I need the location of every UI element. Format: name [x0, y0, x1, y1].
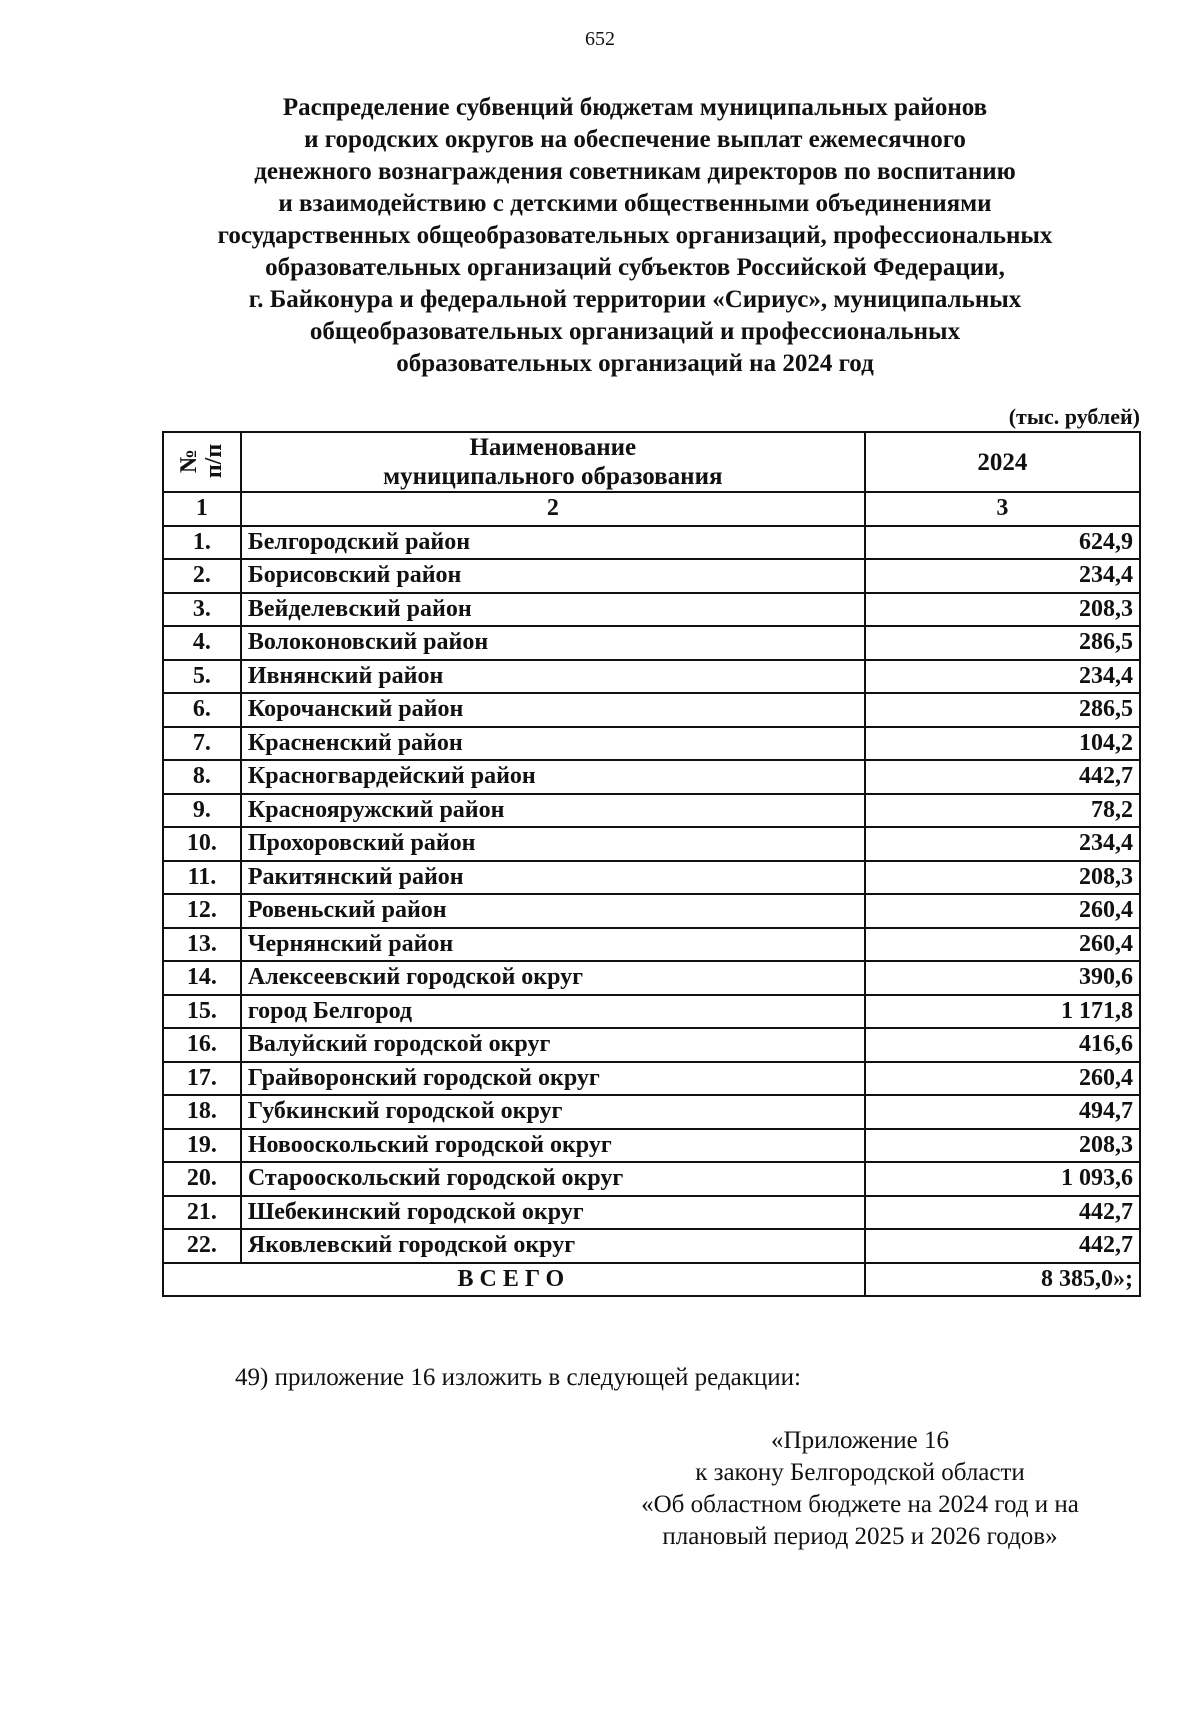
- row-amount: 234,4: [865, 827, 1140, 861]
- title-line: г. Байконура и федеральной территории «Сириус», муниципальных: [248, 286, 1022, 313]
- row-amount: 208,3: [865, 1129, 1140, 1163]
- row-municipality: Борисовский район: [241, 559, 865, 593]
- row-number: 1.: [163, 526, 241, 560]
- row-number: 4.: [163, 626, 241, 660]
- title-line: общеобразовательных организаций и профессиональных: [309, 318, 961, 345]
- row-amount: 1 093,6: [865, 1162, 1140, 1196]
- row-number: 13.: [163, 928, 241, 962]
- page-number: 652: [585, 28, 615, 50]
- table-row: [163, 961, 1140, 995]
- title-line: и взаимодействию с детскими общественными объединениями: [278, 190, 992, 217]
- appendix-line: плановый период 2025 и 2026 годов»: [662, 1523, 1058, 1550]
- table-row: [163, 1229, 1140, 1263]
- row-number: 14.: [163, 961, 241, 995]
- row-number: 22.: [163, 1229, 241, 1263]
- row-amount: 442,7: [865, 1229, 1140, 1263]
- row-amount: 104,2: [865, 727, 1140, 761]
- row-municipality: Яковлевский городской округ: [241, 1229, 865, 1263]
- row-municipality: Алексеевский городской округ: [241, 961, 865, 995]
- row-number: 2.: [163, 559, 241, 593]
- row-number: 21.: [163, 1196, 241, 1230]
- total-value: 8 385,0»;: [865, 1263, 1140, 1297]
- document-title: [130, 92, 1140, 380]
- total-row: [163, 1263, 1140, 1297]
- row-amount: 208,3: [865, 593, 1140, 627]
- row-municipality: Краснояружский район: [241, 794, 865, 828]
- table-row: [163, 559, 1140, 593]
- row-amount: 624,9: [865, 526, 1140, 560]
- title-line: и городских округов на обеспечение выплат ежемесячного: [304, 126, 966, 153]
- table-row: [163, 894, 1140, 928]
- appendix-line: к закону Белгородской области: [695, 1459, 1025, 1486]
- appendix-line: «Об областном бюджете на 2024 год и на: [641, 1491, 1079, 1518]
- row-amount: 442,7: [865, 1196, 1140, 1230]
- title-line: Распределение субвенций бюджетам муниципальных районов: [282, 94, 988, 121]
- row-number: 5.: [163, 660, 241, 694]
- table-row: [163, 1095, 1140, 1129]
- row-municipality: город Белгород: [241, 995, 865, 1029]
- row-municipality: Вейделевский район: [241, 593, 865, 627]
- header-year: 2024: [865, 432, 1140, 492]
- row-number: 15.: [163, 995, 241, 1029]
- table-row: [163, 626, 1140, 660]
- column-index: 2: [241, 492, 865, 526]
- subvention-table: [162, 431, 1141, 1297]
- total-label: ВСЕГО: [163, 1263, 865, 1297]
- table-row: [163, 1129, 1140, 1163]
- row-municipality: Губкинский городской округ: [241, 1095, 865, 1129]
- header-name-line1: Наименование: [469, 434, 637, 461]
- table-row: [163, 593, 1140, 627]
- row-number: 6.: [163, 693, 241, 727]
- row-amount: 416,6: [865, 1028, 1140, 1062]
- header-number: [163, 432, 241, 492]
- table-row: [163, 760, 1140, 794]
- row-municipality: Шебекинский городской округ: [241, 1196, 865, 1230]
- column-index: 3: [865, 492, 1140, 526]
- table-row: [163, 526, 1140, 560]
- table-row: [163, 861, 1140, 895]
- row-amount: 442,7: [865, 760, 1140, 794]
- row-municipality: Красненский район: [241, 727, 865, 761]
- table-row: [163, 1062, 1140, 1096]
- table-row: [163, 1196, 1140, 1230]
- table-body: [163, 526, 1140, 1263]
- row-amount: 260,4: [865, 894, 1140, 928]
- table-row: [163, 660, 1140, 694]
- column-index: 1: [163, 492, 241, 526]
- row-number: 18.: [163, 1095, 241, 1129]
- title-line: денежного вознаграждения советникам директоров по воспитанию: [254, 158, 1016, 185]
- table-row: [163, 995, 1140, 1029]
- row-number: 10.: [163, 827, 241, 861]
- row-number: 7.: [163, 727, 241, 761]
- row-number: 16.: [163, 1028, 241, 1062]
- row-municipality: Корочанский район: [241, 693, 865, 727]
- row-number: 11.: [163, 861, 241, 895]
- header-name-line2: муниципального образования: [383, 463, 723, 490]
- row-number: 12.: [163, 894, 241, 928]
- header-number-sign: №: [175, 448, 202, 474]
- row-number: 17.: [163, 1062, 241, 1096]
- row-municipality: Новооскольский городской округ: [241, 1129, 865, 1163]
- row-amount: 234,4: [865, 660, 1140, 694]
- row-municipality: Волоконовский район: [241, 626, 865, 660]
- row-number: 20.: [163, 1162, 241, 1196]
- row-municipality: Ракитянский район: [241, 861, 865, 895]
- header-number-abbr: п/п: [200, 443, 227, 479]
- row-municipality: Белгородский район: [241, 526, 865, 560]
- row-municipality: Красногвардейский район: [241, 760, 865, 794]
- row-municipality: Старооскольский городской округ: [241, 1162, 865, 1196]
- table-row: [163, 1028, 1140, 1062]
- row-municipality: Грайворонский городской округ: [241, 1062, 865, 1096]
- row-municipality: Ровеньский район: [241, 894, 865, 928]
- units-label: (тыс. рублей): [1008, 404, 1140, 429]
- row-municipality: Валуйский городской округ: [241, 1028, 865, 1062]
- header-name: [241, 432, 865, 492]
- table-row: [163, 794, 1140, 828]
- row-amount: 260,4: [865, 928, 1140, 962]
- table-row: [163, 1162, 1140, 1196]
- table-row: [163, 693, 1140, 727]
- table-row: [163, 827, 1140, 861]
- row-amount: 234,4: [865, 559, 1140, 593]
- title-line: государственных общеобразовательных организаций, профессиональных: [217, 222, 1053, 249]
- row-municipality: Чернянский район: [241, 928, 865, 962]
- row-amount: 1 171,8: [865, 995, 1140, 1029]
- title-line: образовательных организаций на 2024 год: [396, 350, 874, 377]
- row-municipality: Ивнянский район: [241, 660, 865, 694]
- row-amount: 286,5: [865, 693, 1140, 727]
- amendment-text: 49) приложение 16 изложить в следующей редакции:: [235, 1364, 801, 1391]
- title-line: образовательных организаций субъектов Российской Федерации,: [265, 254, 1005, 281]
- row-amount: 78,2: [865, 794, 1140, 828]
- row-amount: 208,3: [865, 861, 1140, 895]
- column-index-row: [163, 492, 1140, 526]
- appendix-heading: [590, 1425, 1130, 1553]
- table-row: [163, 727, 1140, 761]
- row-amount: 286,5: [865, 626, 1140, 660]
- row-number: 19.: [163, 1129, 241, 1163]
- row-amount: 390,6: [865, 961, 1140, 995]
- row-number: 8.: [163, 760, 241, 794]
- table-header-row: [163, 432, 1140, 492]
- row-amount: 260,4: [865, 1062, 1140, 1096]
- row-amount: 494,7: [865, 1095, 1140, 1129]
- row-municipality: Прохоровский район: [241, 827, 865, 861]
- appendix-line: «Приложение 16: [771, 1427, 949, 1454]
- row-number: 3.: [163, 593, 241, 627]
- table-row: [163, 928, 1140, 962]
- row-number: 9.: [163, 794, 241, 828]
